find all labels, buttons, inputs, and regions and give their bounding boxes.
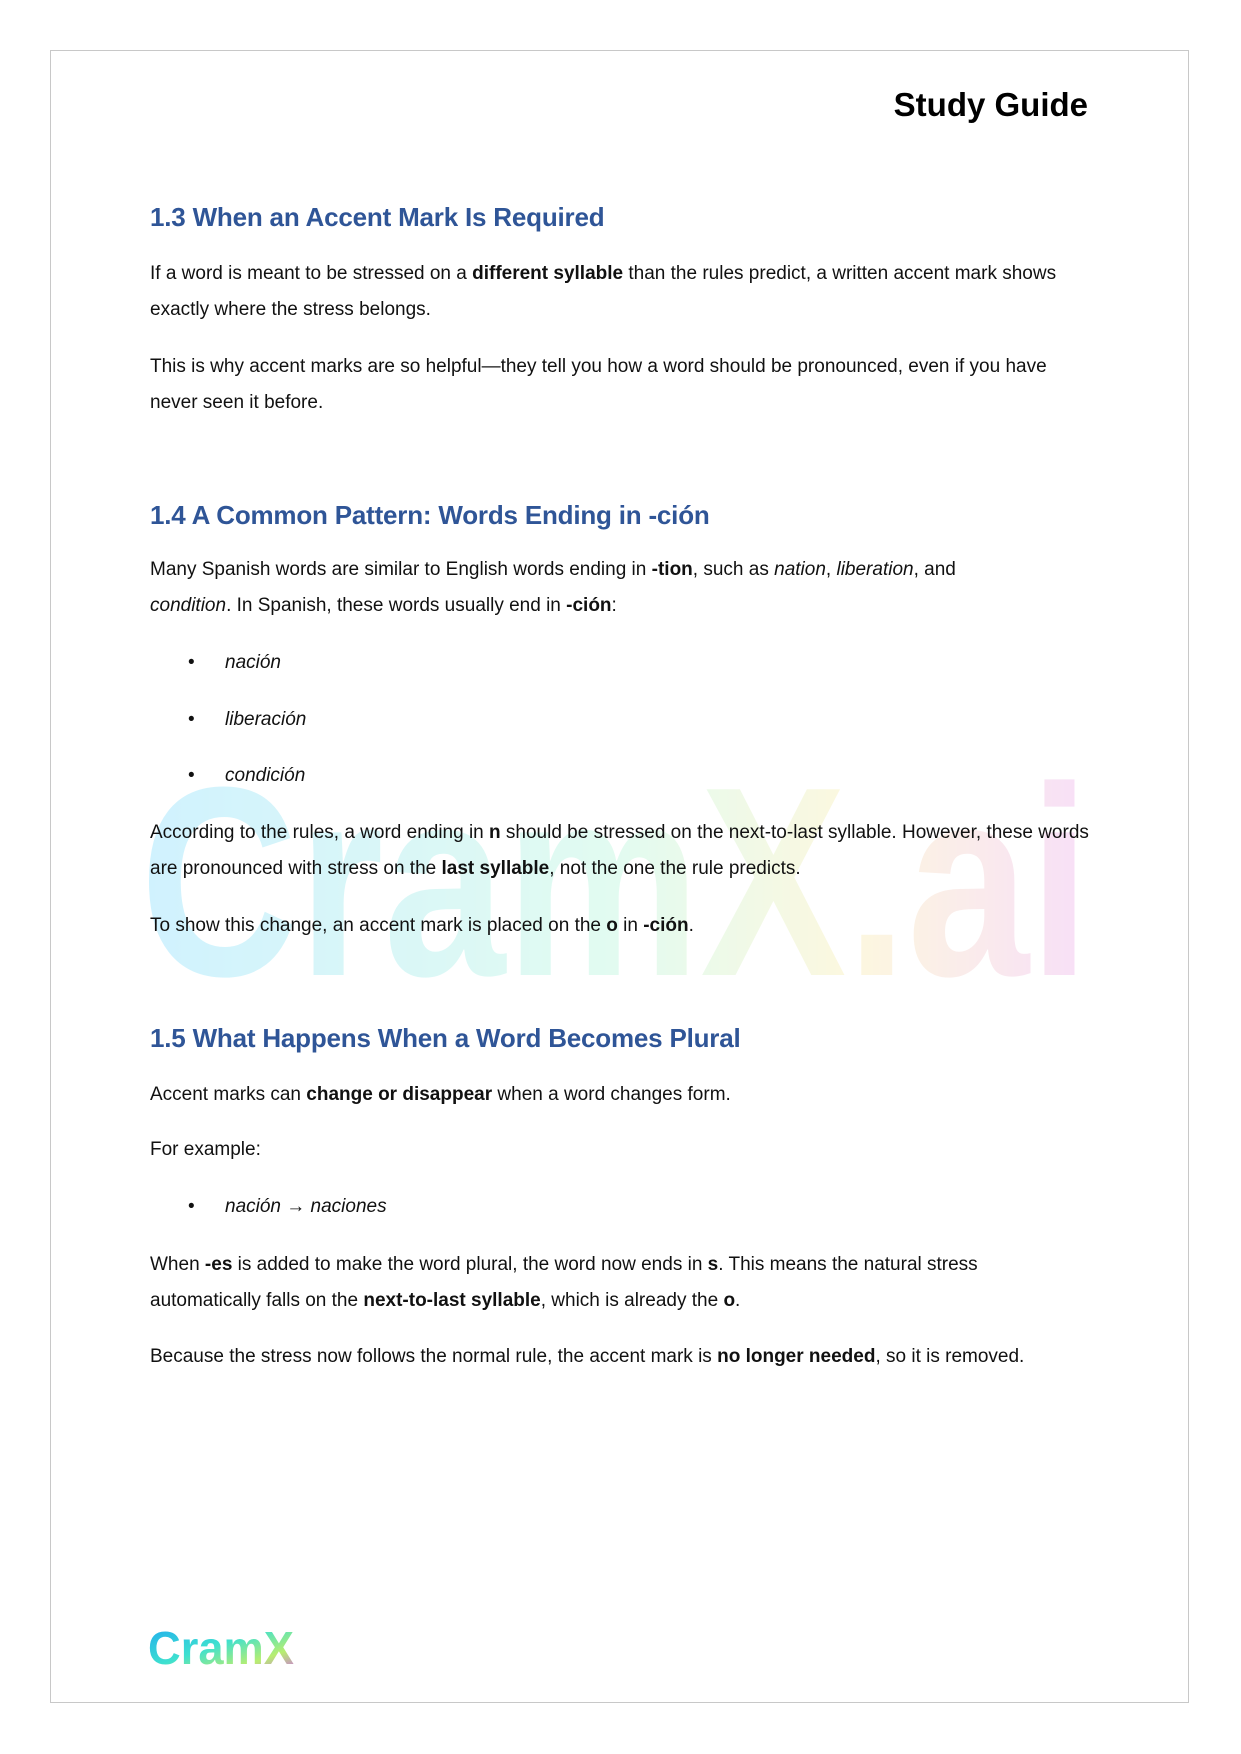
paragraph (150, 552, 1090, 624)
paragraph (150, 1077, 1090, 1113)
svg-text:CramX.ai: CramX.ai (140, 755, 1090, 1000)
section-heading-1-5: 1.5 What Happens When a Word Becomes Plural (150, 1023, 741, 1053)
paragraph (150, 256, 1090, 328)
text: , which is already the (540, 1290, 724, 1311)
bold-text: no longer needed (717, 1346, 876, 1367)
text: , (825, 559, 837, 580)
text: , and (913, 559, 956, 580)
paragraph (150, 815, 1090, 887)
section-heading-1-4: 1.4 A Common Pattern: Words Ending in -ción (150, 500, 710, 530)
text: When (150, 1254, 205, 1275)
list-item: • liberación (188, 709, 307, 730)
bold-text: different syllable (472, 263, 624, 284)
paragraph (150, 1339, 1090, 1375)
italic-text: nation (774, 559, 826, 580)
text: According to the rules, a word ending in (150, 822, 490, 843)
italic-text: liberation (836, 559, 914, 580)
list-item-text: liberación (225, 709, 307, 730)
bold-text: change or disappear (306, 1084, 493, 1105)
text: . (735, 1290, 741, 1311)
bold-text: -ción (566, 595, 612, 616)
text: than the rules predict, a written accent mark shows exactly where the stress belongs. (150, 263, 1057, 320)
text: should be stressed on the next-to-last syllable. However, these words are pronounced with stress on the (150, 822, 1089, 879)
list-item: • nación (188, 652, 281, 673)
text: , not the one the rule predicts. (549, 858, 801, 879)
bold-text: s (707, 1254, 719, 1275)
list-item-text: condición (225, 765, 306, 786)
paragraph (150, 1247, 1090, 1319)
paragraph: This is why accent marks are so helpful—they tell you how a word should be pronounced, even if you have never seen it before. (150, 356, 1047, 413)
bold-text: -es (204, 1254, 233, 1275)
text: Many Spanish words are similar to English words ending in (150, 559, 652, 580)
text: . In Spanish, these words usually end in (226, 595, 567, 616)
bold-text: o (606, 915, 618, 936)
bold-text: o (723, 1290, 736, 1311)
text: . This means the natural stress automatically falls on the (150, 1254, 978, 1311)
text: , such as (692, 559, 775, 580)
text: : (611, 595, 617, 616)
bold-text: next-to-last syllable (363, 1290, 541, 1311)
bold-text: n (489, 822, 501, 843)
text: Accent marks can (150, 1084, 307, 1105)
paragraph: For example: (150, 1139, 261, 1160)
text: when a word changes form. (492, 1084, 731, 1105)
text: Because the stress now follows the normal rule, the accent mark is (150, 1346, 718, 1367)
italic-text: condition (150, 595, 227, 616)
section-heading-1-3: 1.3 When an Accent Mark Is Required (150, 202, 605, 232)
text: in (617, 915, 644, 936)
page-title: Study Guide (893, 86, 1088, 123)
list-item: • condición (188, 765, 306, 786)
svg-text:CramX: CramX (148, 1622, 295, 1672)
bold-text: last syllable (441, 858, 550, 879)
text: , so it is removed. (875, 1346, 1025, 1367)
text: is added to make the word plural, the word now ends in (232, 1254, 708, 1275)
list-item: • nación → naciones (188, 1196, 387, 1217)
text: To show this change, an accent mark is placed on the (150, 915, 607, 936)
paragraph (150, 908, 1090, 944)
bold-text: -ción (643, 915, 689, 936)
cramx-logo (148, 1620, 298, 1672)
list-item-text: nación → naciones (225, 1196, 387, 1217)
bold-text: -tion (651, 559, 693, 580)
text: . (688, 915, 694, 936)
text: If a word is meant to be stressed on a (150, 263, 473, 284)
list-item-text: nación (225, 652, 281, 673)
